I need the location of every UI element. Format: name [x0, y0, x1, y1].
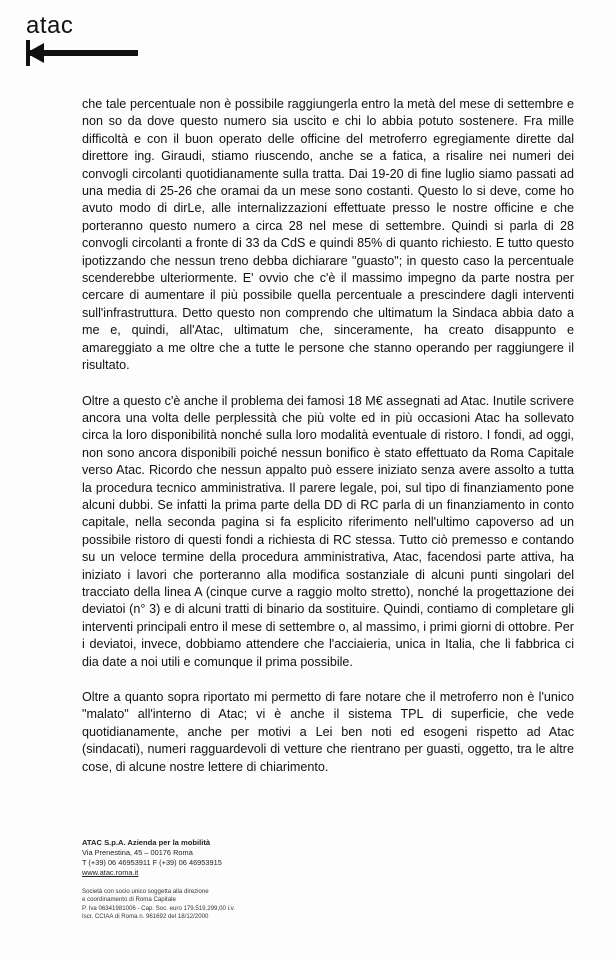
- company-name: ATAC S.p.A. Azienda per la mobilità: [82, 838, 211, 847]
- legal-line: Società con socio unico soggetta alla direzione: [82, 888, 209, 895]
- legal-line: Iscr. CCIAA di Roma n. 961692 del 18/12/2000: [82, 913, 209, 921]
- logo-text: atac: [26, 12, 74, 39]
- paragraph-2: Oltre a questo c'è anche il problema dei famosi 18 M€ assegnati ad Atac. Inutile scrivere ancora una volta delle perplessità che più volte ed in più occasioni Atac ha sollevato circa la loro disponibilità nonché sulla loro modalità eventuale di ristoro. I fondi, ad oggi, non sono ancora disponibili poiché nessun bonifico è stato effettuato da Roma Capitale verso Atac. Ricordo che nessun appalto può essere iniziato senza avere assolto a tutta la procedura tecnico amministrativa. Il parere legale, poi, sul tipo di finanziamento pone alcuni dubbi. Se infatti la prima parte della DD di RC parla di un finanziamento in conto capitale, nella seconda pagina si fa esplicito riferimento nell'ultimo capoverso ad un possibile ristoro di questi fondi a richiesta di RC stessa. Tutto ciò premesso e contando su un veloce termine della procedura amministrativa, Atac, facendosi parte attiva, ha iniziato i lavori che porteranno alla modifica sostanziale di alcuni punti singolari del tracciato della linea A (cinque curve a raggio molto stretto), nonché la progettazione dei deviatoi (n° 3) e di alcuni tratti di binario da sostituire. Quindi, contiamo di completare gli interventi principali entro il mese di settembre o, al massimo, i primi giorni di ottobre. Per i deviatoi, invece, dobbiamo attendere che l'acciaieria, unica in Italia, che li fabbrica ci dia date a noi utili e comunque il prima possibile.: [82, 393, 574, 669]
- company-website-link[interactable]: www.atac.roma.it: [82, 868, 139, 877]
- legal-line: e coordinamento di Roma Capitale: [82, 896, 176, 904]
- company-phone: T (+39) 06 46953911 F (+39) 06 46953915: [82, 858, 222, 867]
- paragraph-3: Oltre a quanto sopra riportato mi permetto di fare notare che il metroferro non è l'unico "malato" all'interno di Atac; vi è anche il sistema TPL di superficie, che vede quotidianamente, anche per motivi a Lei ben noti ed esogeni rispetto ad Atac (sindacati), numeri ragguardevoli di vetture che rientrano per guasti, oggetto, tra le altre cose, di alcune nostre lettere di chiarimento.: [82, 690, 574, 774]
- legal-line: P. Iva 06341981006 - Cap. Soc. euro 179.519.299,00 i.v.: [82, 904, 235, 912]
- company-address: Via Prenestina, 45 – 00176 Roma: [82, 848, 193, 857]
- arrow-left-icon: [26, 40, 138, 66]
- atac-logo: [26, 12, 146, 72]
- letter-body: [82, 96, 574, 794]
- paragraph-1: che tale percentuale non è possibile raggiungerla entro la metà del mese di settembre e non so da dove questo numero sia uscito e chi lo abbia potuto sostenere. Fra mille difficoltà e con il buon operato delle officine del metroferro egregiamente dirette dal direttore ing. Giraudi, stiamo riuscendo, anche se a fatica, a risalire nei numeri dei convogli circolanti quotidianamente sulla tratta. Dai 19-20 di fine luglio siamo passati ad una media di 25-26 che oramai da un mese sono costanti. Questo lo si deve, come ho avuto modo di dirLe, alle internalizzazioni effettuate presso le nostre officine e che porteranno questo numero a circa 28 nel mese di settembre. Quindi si parla di 28 convogli circolanti a fronte di 33 da CdS e quindi 85% di quanto richiesto. E tutto questo ipotizzando che nessun treno debba dichiarare "guasto"; in questo caso la percentuale scenderebbe ulteriormente. E' ovvio che c'è il massimo impegno da parte nostra per cercare di aumentare il più possibile quella percentuale a prescindere dagli interventi sull'infrastruttura. Detto questo non comprendo che ultimatum la Sindaca abbia dato a me e, quindi, all'Atac, ultimatum che, sinceramente, ha creato disappunto e amareggiato a me oltre che a tutte le persone che stanno operando per raggiungere il risultato.: [82, 97, 574, 373]
- legal-notes: [82, 888, 342, 922]
- company-footer: [82, 838, 342, 922]
